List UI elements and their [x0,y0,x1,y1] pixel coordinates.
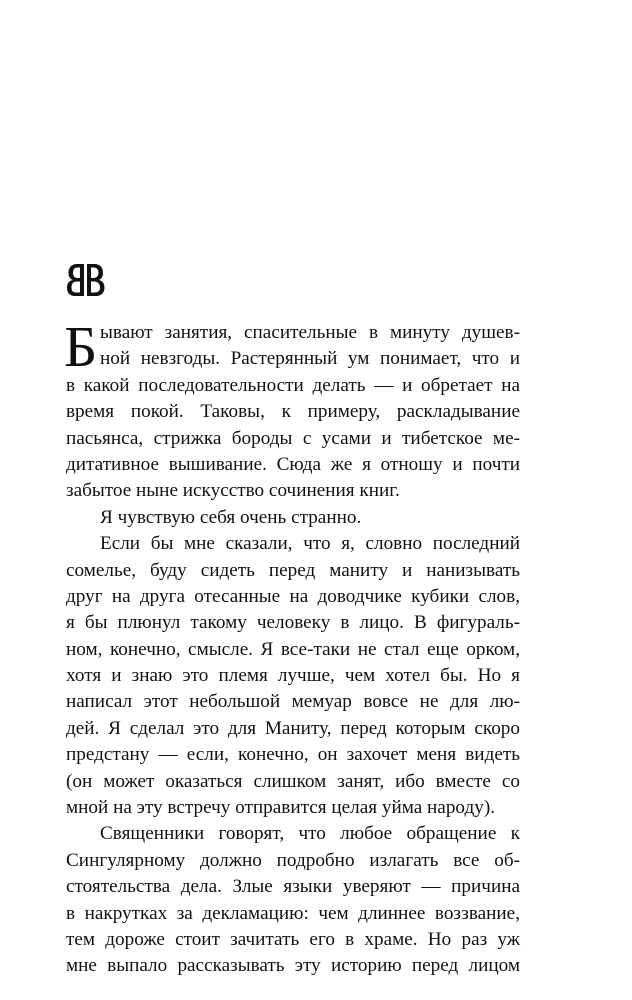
text-line: забытое ныне искусство сочинения книг. [66,480,400,502]
text-line: мной на эту встречу отправится целая уйма народу). [66,797,496,819]
text-line: Если бы мне сказали, что я, словно последний [100,533,520,555]
text-line: Священники говорят, что любое обращение к [100,823,520,845]
text-line: друг на друга отесанные на доводчике кубики слов, [66,585,520,607]
text-line: дитативное вышивание. Сюда же я отношу и почти [66,453,520,475]
text-line: написал этот небольшой мемуар вовсе не для лю- [66,691,520,713]
text-line: ной невзгоды. Растерянный ум понимает, что и [100,348,520,370]
text-line: пасьянса, стрижка бороды с усами и тибетское ме- [66,427,520,449]
drop-cap: Б [64,314,98,379]
paragraph-2 [66,505,520,531]
bb-monogram-icon [66,262,106,298]
text-line: я бы плюнул такому человеку в лицо. В фигураль- [66,612,520,634]
paragraph-1 [64,314,520,505]
text-line: ном, конечно, смысле. Я все-таки не стал еще орком, [66,638,520,660]
paragraph-4 [66,821,520,979]
text-line: Сингулярному должно подробно излагать все об- [66,849,520,871]
text-line: тем дороже стоит зачитать его в храме. Но раз уж [66,928,520,950]
text-line: в какой последовательности делать — и обретает на [66,374,520,396]
text-line: в накрутках за декламацию: чем длиннее воззвание, [66,902,520,924]
body-text [64,314,520,980]
text-line: стоятельства дела. Злые языки уверяют — причина [66,876,520,898]
text-line: сомелье, буду сидеть перед маниту и нанизывать [66,559,520,581]
text-line: ывают занятия, спасительные в минуту душев- [100,322,520,343]
text-line: дей. Я сделал это для Маниту, перед которым скоро [66,717,520,739]
text-line: предстану — если, конечно, он захочет меня видеть [66,744,520,766]
paragraph-3 [66,531,520,821]
text-line: (он может оказаться слишком занят, ибо вместе со [66,770,520,792]
text-line: мне выпало рассказывать эту историю перед лицом [66,955,520,977]
text-line: хотя и знаю это племя лучше, чем хотел бы. Но я [66,665,520,687]
text-line: время покой. Таковы, к примеру, раскладывание [66,401,520,423]
text-line: Я чувствую себя очень странно. [100,506,362,528]
